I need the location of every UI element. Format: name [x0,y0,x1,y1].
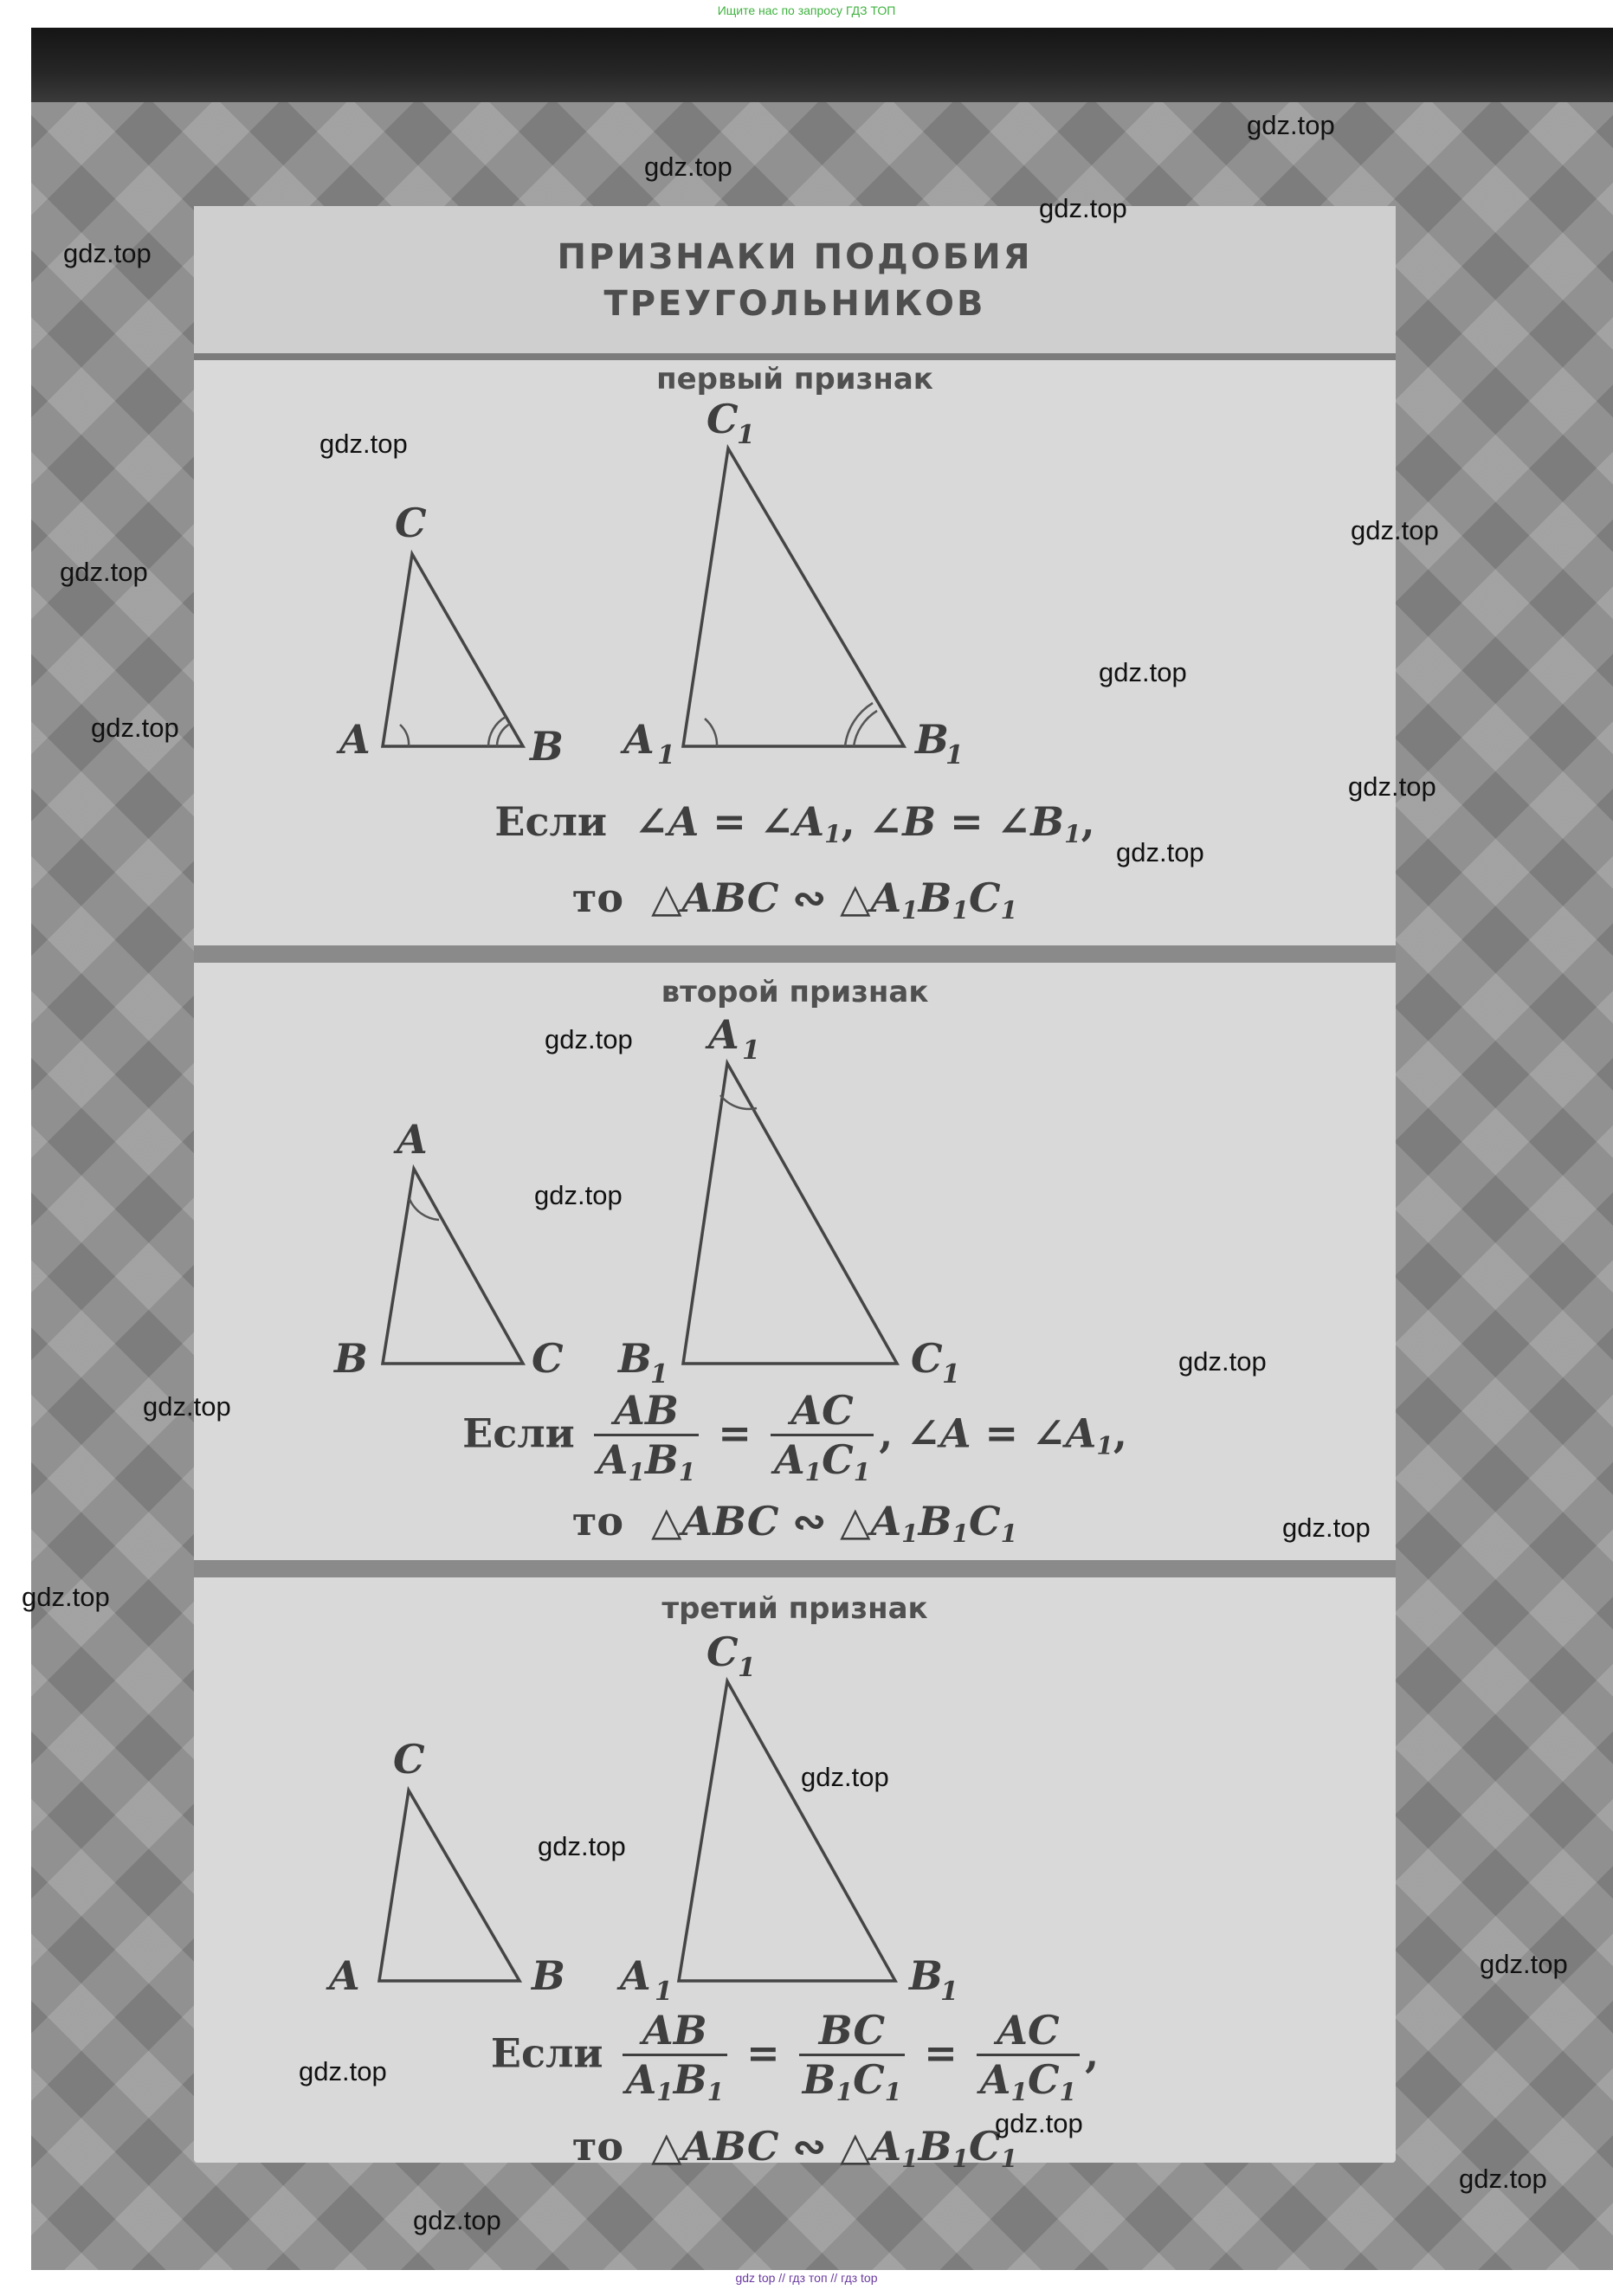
search-hint: Ищите нас по запросу ГДЗ ТОП [717,3,896,17]
criterion-2-heading: второй признак [661,975,929,1009]
label-b1-index: 1 [945,740,964,771]
watermark: gdz.top [413,2205,501,2235]
label-c: C [395,500,427,546]
watermark: gdz.top [534,1180,623,1210]
then-word: то [571,874,624,921]
criterion-2-condition: Если $\frac{AB}{A_1B_1}$ = $\frac{AC}{A_1C_1}$ , ∠A = $\angle A_1$, [462,1387,1127,1487]
watermark: gdz.top [60,557,148,587]
criterion-2-figure [194,1009,1396,1390]
label-c1: C [706,396,739,442]
label-c1-index: 1 [738,1653,756,1683]
label-b: B [530,723,564,770]
section-divider-2 [194,1560,1396,1577]
triangle-abc [379,1790,519,1981]
label-a1-index: 1 [742,1035,760,1066]
criterion-1-conclusion: то △ABC ∾ $\triangle A_1B_1C_1$ [571,874,1018,925]
page-title [194,234,1396,327]
angle-a-arc [410,1199,439,1220]
criterion-3-condition: Если $\frac{AB}{A_1B_1}$ = $\frac{BC}{B_1C_1}$ = $\frac{AC}{A_1C_1}$ , [490,2007,1100,2106]
section-divider-1 [194,945,1396,963]
angle-b-arc-inner [497,724,510,746]
label-a1: A [708,1011,739,1058]
label-c: C [532,1335,564,1382]
watermark: gdz.top [1351,515,1439,545]
watermark: gdz.top [801,1762,889,1792]
watermark: gdz.top [1247,110,1335,140]
criterion-1-condition: Если ∠A = $\angle A_1$, ∠B = $\angle B_1$, [494,798,1095,848]
then-word: то [571,2123,624,2170]
criterion-3-conclusion: то △ABC ∾ $\triangle A_1B_1C_1$ [571,2123,1018,2173]
label-c1-index: 1 [737,420,755,450]
if-word: Если [462,1409,575,1457]
label-b1-index: 1 [940,1977,958,2007]
watermark: gdz.top [1282,1512,1371,1543]
watermark: gdz.top [22,1582,110,1612]
watermark: gdz.top [1459,2164,1547,2194]
label-b: B [532,1952,565,1999]
label-a: A [397,1116,428,1163]
label-a1-index: 1 [655,1977,673,2007]
criterion-3-heading: третий признак [661,1591,928,1626]
watermark: gdz.top [319,429,408,459]
watermark: gdz.top [1348,771,1436,802]
label-a: A [339,716,371,763]
label-b1-index: 1 [650,1359,668,1390]
label-b1: B [618,1335,652,1382]
triangle-a1b1c1 [679,1681,895,1981]
watermark: gdz.top [644,152,732,182]
then-word: то [571,1498,624,1545]
footer-links: gdz top // гдз топ // гдз top [735,2271,878,2285]
label-c: C [393,1736,425,1783]
label-b1: B [909,1952,943,1999]
angle-a1-arc [705,719,717,746]
scan-top-edge [31,28,1613,102]
watermark: gdz.top [299,2056,387,2086]
triangle-a1b1c1 [683,1063,897,1364]
criterion-2-conclusion: то △ABC ∾ $\triangle A_1B_1C_1$ [571,1498,1018,1548]
watermark: gdz.top [545,1024,633,1054]
watermark: gdz.top [995,2108,1083,2138]
label-c1: C [911,1335,943,1382]
triangle-abc [383,554,523,746]
watermark: gdz.top [538,1831,626,1861]
criterion-1-heading: первый признак [656,362,933,397]
watermark: gdz.top [1116,837,1204,867]
title-line-1: ПРИЗНАКИ ПОДОБИЯ [557,237,1033,277]
angle-b1-arc-outer [845,703,873,746]
label-a1-index: 1 [657,740,675,771]
label-a1: A [623,716,655,763]
label-a1: A [620,1952,651,1999]
triangle-abc [383,1169,523,1364]
watermark: gdz.top [143,1391,231,1422]
watermark: gdz.top [1099,657,1187,687]
watermark: gdz.top [63,238,152,268]
label-b: B [334,1335,368,1382]
label-c1: C [706,1628,739,1675]
angle-a-arc [400,725,409,746]
watermark: gdz.top [1480,1949,1568,1979]
triangle-a1b1c1 [683,448,904,746]
watermark: gdz.top [1039,193,1127,223]
if-word: Если [494,798,608,845]
criterion-3-figure [194,1628,1396,2009]
title-line-2: ТРЕУГОЛЬНИКОВ [603,284,986,324]
label-a: A [329,1952,360,1999]
watermark: gdz.top [1178,1346,1267,1377]
watermark: gdz.top [91,713,179,743]
if-word: Если [490,2029,603,2077]
label-b1: B [915,716,949,763]
label-c1-index: 1 [942,1359,960,1390]
